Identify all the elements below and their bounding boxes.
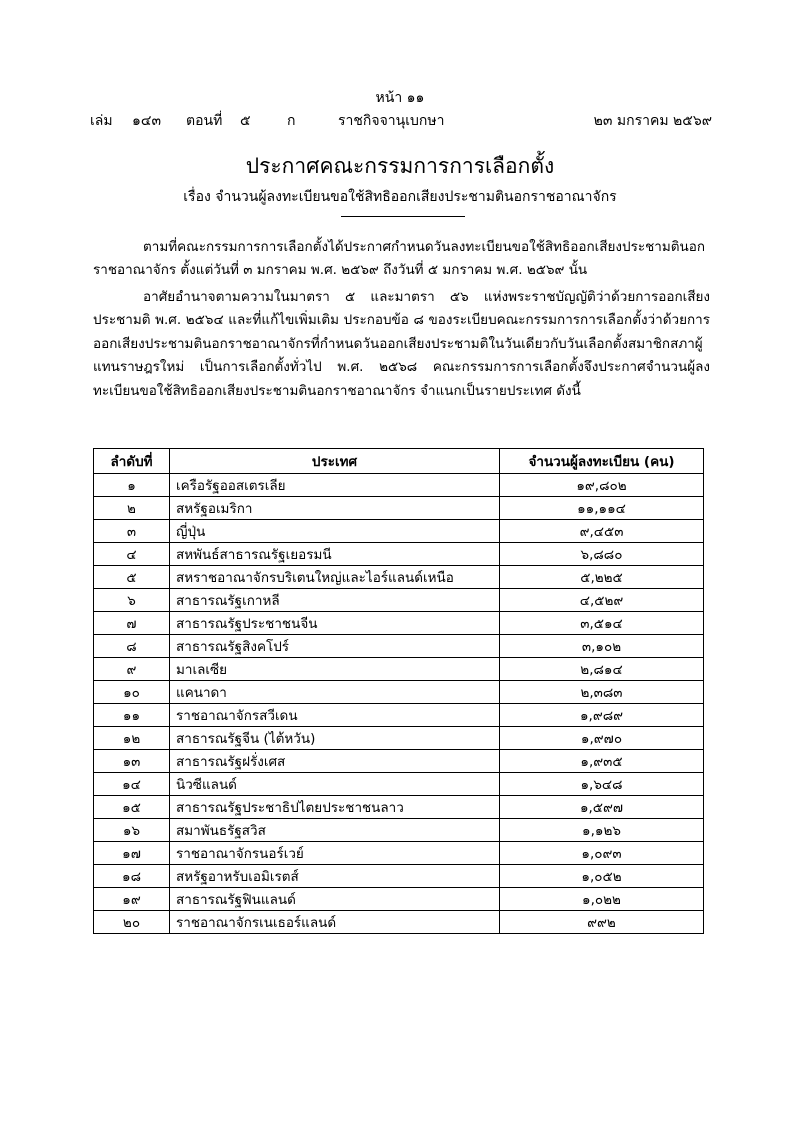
table-row (94, 750, 704, 773)
row-count: ๑,๕๙๗ (500, 796, 704, 819)
registrants-table (93, 448, 704, 934)
row-country: สหรัฐอาหรับเอมิเรตส์ (170, 865, 500, 888)
row-count: ๑๑,๑๑๔ (500, 497, 704, 520)
issue-number: ๕ (240, 113, 251, 129)
table-header-row (94, 449, 704, 474)
table-row (94, 658, 704, 681)
row-order: ๘ (94, 635, 170, 658)
row-count: ๑๙,๘๐๒ (500, 474, 704, 497)
announcement-subject: เรื่อง จำนวนผู้ลงทะเบียนขอใช้สิทธิออกเสียงประชามตินอกราชอาณาจักร (183, 189, 617, 205)
table-row (94, 474, 704, 497)
row-country: นิวซีแลนด์ (170, 773, 500, 796)
row-country: สมาพันธรัฐสวิส (170, 819, 500, 842)
title-divider (341, 216, 465, 217)
table-row (94, 888, 704, 911)
row-order: ๑๑ (94, 704, 170, 727)
table-row (94, 681, 704, 704)
row-count: ๑,๐๕๒ (500, 865, 704, 888)
row-order: ๗ (94, 612, 170, 635)
row-count: ๓,๑๐๒ (500, 635, 704, 658)
row-country: เครือรัฐออสเตรเลีย (170, 474, 500, 497)
row-order: ๑ (94, 474, 170, 497)
row-country: สาธารณรัฐฝรั่งเศส (170, 750, 500, 773)
row-count: ๑,๙๓๕ (500, 750, 704, 773)
row-country: สาธารณรัฐเกาหลี (170, 589, 500, 612)
row-country: ญี่ปุ่น (170, 520, 500, 543)
table-row (94, 497, 704, 520)
row-country: สาธารณรัฐสิงคโปร์ (170, 635, 500, 658)
row-country: ราชอาณาจักรสวีเดน (170, 704, 500, 727)
row-order: ๙ (94, 658, 170, 681)
table-row (94, 865, 704, 888)
table-row (94, 520, 704, 543)
row-count: ๒,๘๑๔ (500, 658, 704, 681)
row-count: ๕,๒๒๕ (500, 566, 704, 589)
gazette-header (90, 110, 712, 130)
row-count: ๔,๕๒๙ (500, 589, 704, 612)
issue-label: ตอนที่ (186, 113, 223, 129)
column-header-country: ประเทศ (170, 449, 500, 474)
section-letter: ก (287, 113, 296, 129)
row-count: ๑,๐๙๓ (500, 842, 704, 865)
row-order: ๑๘ (94, 865, 170, 888)
table-row (94, 543, 704, 566)
paragraph-authority: อาศัยอำนาจตามความในมาตรา ๕ และมาตรา ๕๖ แห่งพระราชบัญญัติว่าด้วยการออกเสียงประชามติ พ.ศ. ๒๕๖๔ และที่แก้ไขเพิ่มเติม ประกอบข้อ ๘ ของระเบียบคณะกรรมการการเลือกตั้งว่าด้วยการออกเสียงประชามตินอกราชอาณาจักรที่กำหนดวันออกเสียงประชามติในวันเดียวกับวันเลือกตั้งสมาชิกสภาผู้แทนราษฎรใหม่ เป็นการเลือกตั้งทั่วไป พ.ศ. ๒๕๖๘ คณะกรรมการการเลือกตั้งจึงประกาศจำนวนผู้ลงทะเบียนขอใช้สิทธิออกเสียงประชามตินอกราชอาณาจักร จำแนกเป็นรายประเทศ ดังนี้ (93, 289, 710, 399)
volume-label: เล่ม (90, 113, 113, 129)
table-row (94, 635, 704, 658)
column-header-order: ลำดับที่ (94, 449, 170, 474)
row-count: ๑,๙๗๐ (500, 727, 704, 750)
row-order: ๒๐ (94, 911, 170, 934)
row-order: ๓ (94, 520, 170, 543)
page-number: หน้า ๑๑ (375, 90, 425, 106)
row-order: ๑๔ (94, 773, 170, 796)
row-count: ๑,๑๒๖ (500, 819, 704, 842)
row-count: ๑,๐๒๒ (500, 888, 704, 911)
table-row (94, 911, 704, 934)
row-order: ๑๗ (94, 842, 170, 865)
row-count: ๑,๖๔๘ (500, 773, 704, 796)
table-row (94, 612, 704, 635)
row-order: ๑๒ (94, 727, 170, 750)
row-order: ๖ (94, 589, 170, 612)
publication-date: ๒๓ มกราคม ๒๕๖๙ (593, 113, 712, 129)
table-row (94, 842, 704, 865)
table-row (94, 727, 704, 750)
row-order: ๕ (94, 566, 170, 589)
row-count: ๓,๕๑๔ (500, 612, 704, 635)
row-country: สหรัฐอเมริกา (170, 497, 500, 520)
row-order: ๑๙ (94, 888, 170, 911)
row-country: สหพันธ์สาธารณรัฐเยอรมนี (170, 543, 500, 566)
table-row (94, 819, 704, 842)
publication-name: ราชกิจจานุเบกษา (338, 113, 445, 129)
row-count: ๙,๔๕๓ (500, 520, 704, 543)
row-order: ๑๐ (94, 681, 170, 704)
row-country: ราชอาณาจักรเนเธอร์แลนด์ (170, 911, 500, 934)
row-country: สหราชอาณาจักรบริเตนใหญ่และไอร์แลนด์เหนือ (170, 566, 500, 589)
row-count: ๑,๙๘๙ (500, 704, 704, 727)
row-count: ๖,๘๘๐ (500, 543, 704, 566)
paragraph-preamble: ตามที่คณะกรรมการการเลือกตั้งได้ประกาศกำหนดวันลงทะเบียนขอใช้สิทธิออกเสียงประชามตินอกราชอาณาจักร ตั้งแต่วันที่ ๓ มกราคม พ.ศ. ๒๕๖๙ ถึงวันที่ ๕ มกราคม พ.ศ. ๒๕๖๙ นั้น (93, 239, 706, 279)
row-order: ๒ (94, 497, 170, 520)
table-row (94, 773, 704, 796)
table-row (94, 796, 704, 819)
volume-number: ๑๔๓ (132, 113, 162, 129)
row-country: แคนาดา (170, 681, 500, 704)
row-country: มาเลเซีย (170, 658, 500, 681)
row-order: ๑๕ (94, 796, 170, 819)
row-country: สาธารณรัฐจีน (ไต้หวัน) (170, 727, 500, 750)
table-row (94, 704, 704, 727)
column-header-count: จำนวนผู้ลงทะเบียน (คน) (500, 449, 704, 474)
row-country: สาธารณรัฐประชาธิปไตยประชาชนลาว (170, 796, 500, 819)
announcement-title: ประกาศคณะกรรมการการเลือกตั้ง (245, 154, 555, 178)
row-count: ๒,๓๘๓ (500, 681, 704, 704)
row-order: ๔ (94, 543, 170, 566)
table-row (94, 589, 704, 612)
row-count: ๙๙๒ (500, 911, 704, 934)
row-order: ๑๖ (94, 819, 170, 842)
row-order: ๑๓ (94, 750, 170, 773)
table-row (94, 566, 704, 589)
row-country: ราชอาณาจักรนอร์เวย์ (170, 842, 500, 865)
row-country: สาธารณรัฐประชาชนจีน (170, 612, 500, 635)
row-country: สาธารณรัฐฟินแลนด์ (170, 888, 500, 911)
